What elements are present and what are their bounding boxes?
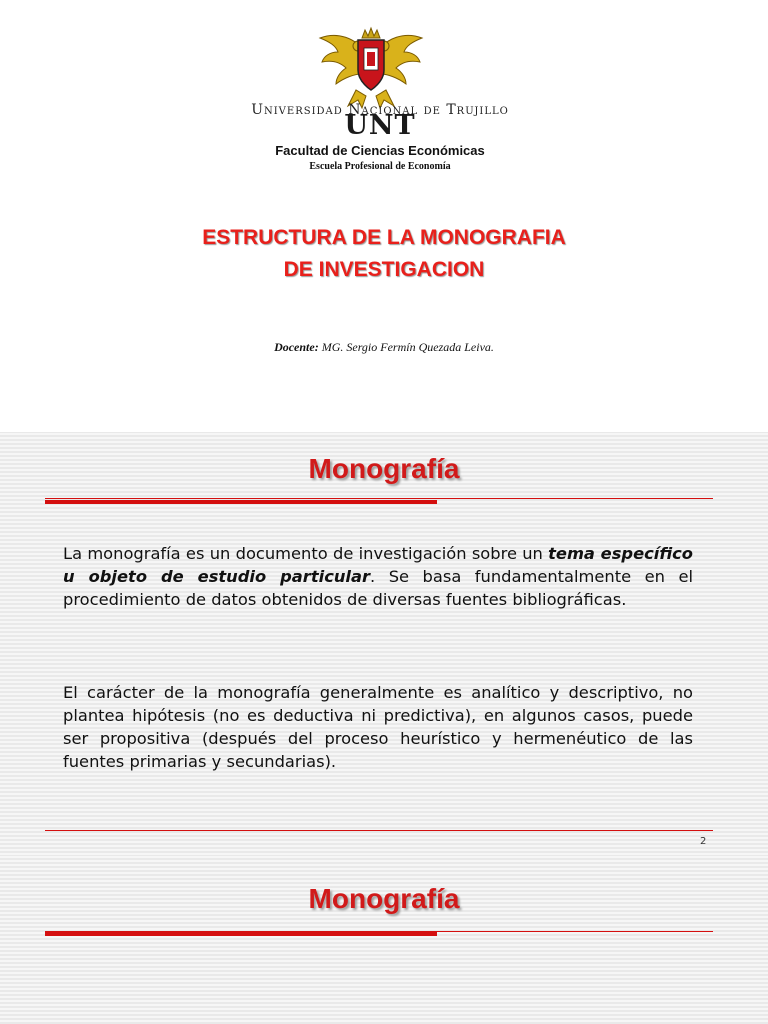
paragraph-definition-start: La monografía es un documento de investigación sobre un [63,544,549,563]
paragraph-definition-emphasis: tema específico u objeto de estudio particular [63,544,693,586]
docente-label: Docente: [274,340,319,354]
title-rule-thick [45,500,437,504]
university-crest-icon [318,24,424,110]
bottom-rule [45,830,713,831]
school-name: Escuela Profesional de Economía [309,161,451,172]
paragraph-character: El carácter de la monografía generalmente es analítico y descriptivo, no plantea hipótesis (no es deductiva ni predictiva), en algunos casos, puede ser propositiva (después del proceso heurístico y hermenéutico de las fuentes primarias y secundarias). [63,683,693,771]
paragraph-definition [63,542,693,611]
title-rule-thin [45,931,713,932]
title-rule-thick [45,932,437,936]
page-number: 2 [700,836,707,847]
docente-name: MG. Sergio Fermín Quezada Leiva. [318,340,494,354]
cover-title-line-2: DE INVESTIGACION [283,258,485,281]
cover-title-line-1: ESTRUCTURA DE LA MONOGRAFIA [202,226,566,249]
university-abbreviation: UNT [344,110,416,141]
slide-monografia-continued [0,856,768,1024]
university-name: Universidad Nacional de Trujillo [251,102,509,118]
docente-line [0,340,768,355]
slide-title: Monografía [308,883,460,914]
paragraph-definition-end: . Se basa fundamentalmente en el procedimiento de datos obtenidos de diversas fuentes bibliográficas. [63,567,693,609]
slide-monografia-definition [0,433,768,855]
faculty-name: Facultad de Ciencias Económicas [275,143,485,158]
title-rule-thin [45,498,713,499]
slide-cover [0,0,768,432]
slide-title: Monografía [308,453,460,484]
